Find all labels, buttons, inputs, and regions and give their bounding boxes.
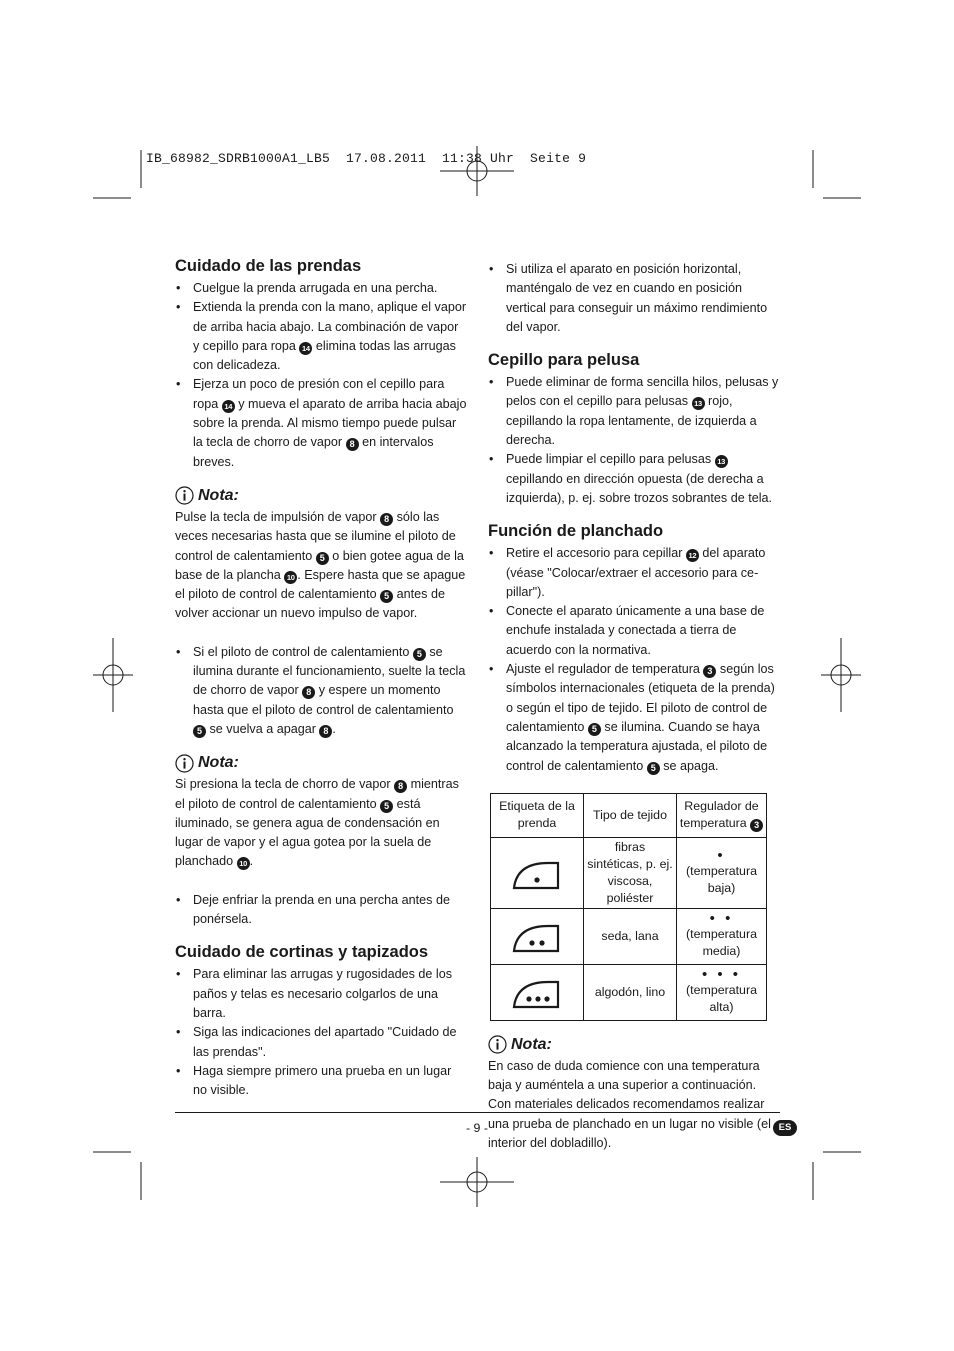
ref-5-badge: 5 <box>647 762 660 775</box>
note-heading: Nota: <box>175 486 467 506</box>
info-icon <box>488 1035 507 1054</box>
ref-12-badge: 12 <box>686 549 699 562</box>
fabric-type: fibras sintéticas, p. ej. viscosa, poliéster <box>584 837 677 908</box>
right-column <box>488 260 780 1153</box>
page-number: - 9 - <box>465 1121 489 1135</box>
table-header: Regulador de temperatura 3 <box>677 793 767 837</box>
ref-13-badge: 13 <box>692 397 705 410</box>
list-item: • Ejerza un poco de presión con el cepillo para ropa 14 y mueva el aparato de arriba hacia abajo sobre la prenda. Al mismo tiempo puede pulsar la tecla de chorro de vapor 8 en intervalos breves. <box>175 375 467 471</box>
ref-8-badge: 8 <box>319 725 332 738</box>
curtains-list <box>175 965 467 1100</box>
temperature-setting: • • • (temperatura alta) <box>677 964 767 1020</box>
registration-mark-bottom <box>440 1157 514 1207</box>
list-item: • Para eliminar las arrugas y rugosidades de los paños y telas es necesario colgarlos de una barra. <box>175 965 467 1023</box>
list-item: • Puede eliminar de forma sencilla hilos, pelusas y pelos con el cepillo para pelusas 13 rojo, cepillando la ropa lentamente, de izquierda a derecha. <box>488 373 780 450</box>
ref-3-badge: 3 <box>703 665 716 678</box>
warning-list <box>175 643 467 739</box>
lint-brush-list <box>488 373 780 508</box>
table-header-row <box>491 793 767 837</box>
table-row <box>491 964 767 1020</box>
ref-14-badge: 14 <box>222 400 235 413</box>
list-item: • Puede limpiar el cepillo para pelusas 13 cepillando en dirección opuesta (de derecha a izquierda), p. ej. sobre trozos sobrantes de tela. <box>488 450 780 508</box>
ref-5-badge: 5 <box>316 552 329 565</box>
list-item: • Extienda la prenda con la mano, aplique el vapor de arriba hacia abajo. La combinación de vapor y cepillo para ropa 14 elimina todas las arrugas con delicadeza. <box>175 298 467 375</box>
info-icon <box>175 754 194 773</box>
ref-8-badge: 8 <box>346 438 359 451</box>
section-title-lint-brush: Cepillo para pelusa <box>488 351 640 370</box>
list-item: • Haga siempre primero una prueba en un lugar no visible. <box>175 1062 467 1101</box>
ref-13-badge: 13 <box>715 455 728 468</box>
table-header: Etiqueta de la prenda <box>491 793 584 837</box>
ref-5-badge: 5 <box>380 800 393 813</box>
ironing-list <box>488 544 780 776</box>
section-title-curtains: Cuidado de cortinas y tapizados <box>175 943 429 962</box>
print-slug: IB_68982_SDRB1000A1_LB5 17.08.2011 11:38 Uhr Seite 9 <box>146 151 587 166</box>
table-row <box>491 908 767 964</box>
iron-medium-icon <box>491 908 584 964</box>
horizontal-use-list <box>488 260 780 337</box>
note-paragraph: En caso de duda comience con una temperatura baja y auméntela a una superior a continuación. Con materiales delicados recomendamos realizar una prueba de planchado en un lugar no visible (el interior del dobladillo). <box>488 1058 771 1151</box>
note-paragraph: Si presiona la tecla de chorro de vapor 8 mientras el piloto de control de calentamiento 5 está iluminado, se genera agua de condensación en lugar de vapor y el agua gotea por la suela de planchado 10 . <box>175 777 459 869</box>
registration-mark-left <box>93 638 133 712</box>
table-header: Tipo de tejido <box>584 793 677 837</box>
list-item: • Ajuste el regulador de temperatura 3 según los símbolos internacionales (etiqueta de la prenda) o según el tipo de tejido. El piloto de control de calentamiento 5 se ilumina. Cuando se haya alcanzado la temperatura ajustada, el piloto de control de calentamiento 5 se apaga. <box>488 660 780 776</box>
fabric-type: algodón, lino <box>584 964 677 1020</box>
list-item: • Siga las indicaciones del apartado "Cuidado de las prendas". <box>175 1023 467 1062</box>
list-item: • Si utiliza el aparato en posición horizontal, manténgalo de vez en cuando en posición vertical para conseguir un máximo rendimiento del vapor. <box>488 260 780 337</box>
list-item: • Si el piloto de control de calentamiento 5 se ilumina durante el funcionamiento, suelte la tecla de chorro de vapor 8 y espere un momento hasta que el piloto de control de calentamiento 5 se vuelva a apagar 8 . <box>175 643 467 739</box>
ref-5-badge: 5 <box>413 648 426 661</box>
ref-8-badge: 8 <box>302 686 315 699</box>
list-item: • Retire el accesorio para cepillar 12 del aparato (véase "Colocar/extraer el accesorio para cepillar"). <box>488 544 780 602</box>
temperature-setting: • (temperatura baja) <box>677 837 767 908</box>
note-heading: Nota: <box>175 753 467 773</box>
list-item: • Conecte el aparato únicamente a una base de enchufe instalada y conectada a tierra de acuerdo con la normativa. <box>488 602 780 660</box>
ref-10-badge: 10 <box>237 857 250 870</box>
info-icon <box>175 486 194 505</box>
list-item: • Cuelgue la prenda arrugada en una percha. <box>175 279 467 298</box>
left-column <box>175 256 467 1100</box>
garment-care-list <box>175 279 467 472</box>
iron-low-icon <box>491 837 584 908</box>
ref-8-badge: 8 <box>380 513 393 526</box>
temperature-setting: • • (temperatura media) <box>677 908 767 964</box>
section-title-ironing: Función de planchado <box>488 522 664 541</box>
ref-14-badge: 14 <box>299 342 312 355</box>
ref-5-badge: 5 <box>193 725 206 738</box>
note-heading: Nota: <box>488 1035 780 1055</box>
section-title-garment-care: Cuidado de las prendas <box>175 257 362 275</box>
registration-mark-top <box>440 146 514 196</box>
cooldown-list <box>175 891 467 930</box>
temperature-table <box>490 793 767 1021</box>
iron-high-icon <box>491 964 584 1020</box>
ref-3-badge: 3 <box>750 819 763 832</box>
language-badge: ES <box>773 1120 797 1136</box>
table-row <box>491 837 767 908</box>
list-item: • Deje enfriar la prenda en una percha antes de ponérsela. <box>175 891 467 930</box>
note-paragraph: Pulse la tecla de impulsión de vapor 8 sólo las veces necesarias hasta que se ilumine el piloto de control de calentamiento 5 o bien gotee agua de la base de la plancha 10 . Espere hasta que se apague el piloto de control de calentamiento 5 antes de volver accionar un nuevo impulso de vapor. <box>175 509 466 621</box>
ref-5-badge: 5 <box>380 590 393 603</box>
fabric-type: seda, lana <box>584 908 677 964</box>
footer-rule <box>175 1112 780 1113</box>
registration-mark-right <box>821 638 861 712</box>
ref-8-badge: 8 <box>394 780 407 793</box>
ref-5-badge: 5 <box>588 723 601 736</box>
ref-10-badge: 10 <box>284 571 297 584</box>
